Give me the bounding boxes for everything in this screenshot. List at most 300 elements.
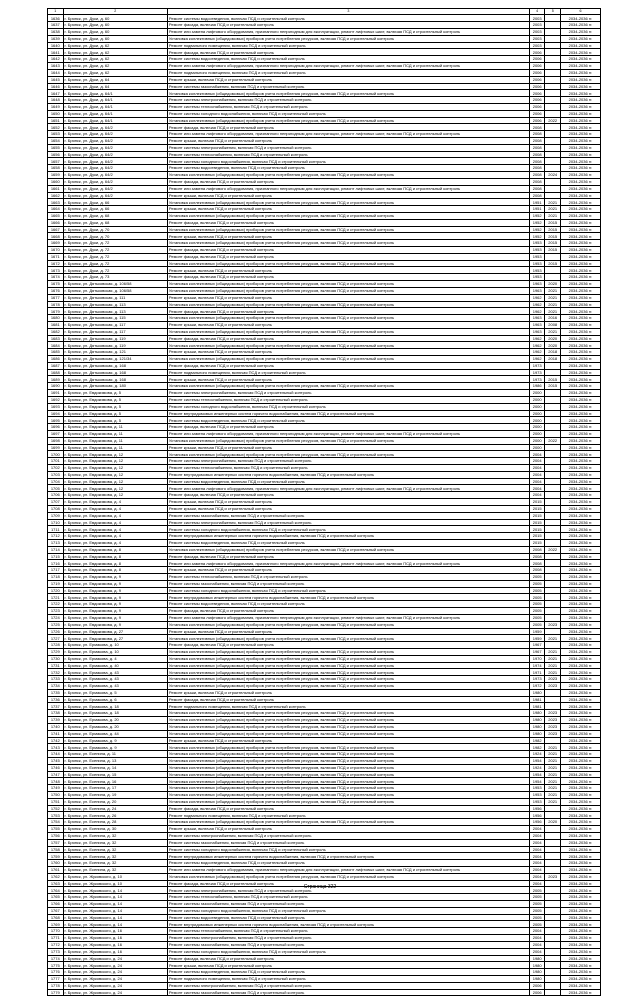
- work-type-cell: Ремонт системы холодного водоснабжения, включая ПСД и строительный контроль: [167, 158, 529, 165]
- planned-period-cell: 2034-2036 гг.: [560, 185, 600, 192]
- planned-period-cell: 2034-2036 гг.: [560, 383, 600, 390]
- work-type-cell: Ремонт крыши, включая ПСД и строительный контроль: [167, 444, 529, 451]
- year-built-cell: 2006: [529, 117, 545, 124]
- planned-period-cell: 2034-2036 гг.: [560, 608, 600, 615]
- last-repair-year-cell: 2022: [545, 546, 561, 553]
- work-type-cell: Ремонт системы водоотведения, включая ПСД и строительный контроль: [167, 165, 529, 172]
- work-type-cell: Ремонт фасада, включая ПСД и строительный контроль: [167, 49, 529, 56]
- work-type-cell: Ремонт или замена лифтового оборудования, признанного непригодным для эксплуатации, ремонт лифтовых шахт, включая ПСД и строительный контроль: [167, 430, 529, 437]
- row-number-cell: 1678: [48, 301, 64, 308]
- work-type-cell: Установка коллективных (общедомовых) приборов учета потребления ресурсов, включая ПСД и строительный контроль: [167, 873, 529, 880]
- table-row: [48, 437, 601, 444]
- year-built-cell: 2003: [529, 42, 545, 49]
- year-built-cell: 2000: [529, 390, 545, 397]
- planned-period-cell: 2034-2036 гг.: [560, 465, 600, 472]
- address-cell: г. Брянск, ул. Дятьковская, д. 168: [63, 362, 167, 369]
- work-type-cell: Ремонт крыши, включая ПСД и строительный контроль: [167, 567, 529, 574]
- table-row: [48, 962, 601, 969]
- row-number-cell: 1661: [48, 185, 64, 192]
- planned-period-cell: 2034-2036 гг.: [560, 76, 600, 83]
- work-type-cell: Установка коллективных (общедомовых) приборов учета потребления ресурсов, включая ПСД и строительный контроль: [167, 751, 529, 758]
- table-row: [48, 117, 601, 124]
- address-cell: г. Брянск, ул. Есенина, д. 30: [63, 826, 167, 833]
- last-repair-year-cell: 2023: [545, 676, 561, 683]
- year-built-cell: 2006: [529, 110, 545, 117]
- year-built-cell: 1924: [529, 764, 545, 771]
- row-number-cell: 1717: [48, 567, 64, 574]
- work-type-cell: Ремонт крыши, включая ПСД и строительный контроль: [167, 499, 529, 506]
- table-row: [48, 287, 601, 294]
- year-built-cell: 2006: [529, 63, 545, 70]
- planned-period-cell: 2034-2036 гг.: [560, 178, 600, 185]
- table-row: [48, 696, 601, 703]
- table-row: [48, 683, 601, 690]
- row-number-cell: 1647: [48, 90, 64, 97]
- table-row: [48, 226, 601, 233]
- year-built-cell: 1953: [529, 785, 545, 792]
- table-row: [48, 560, 601, 567]
- year-built-cell: 1962: [529, 301, 545, 308]
- table-row: [48, 253, 601, 260]
- planned-period-cell: 2034-2036 гг.: [560, 901, 600, 908]
- planned-period-cell: 2034-2036 гг.: [560, 492, 600, 499]
- last-repair-year-cell: [545, 526, 561, 533]
- address-cell: г. Брянск, ул. Евдокимова, д. 4: [63, 499, 167, 506]
- planned-period-cell: 2034-2036 гг.: [560, 219, 600, 226]
- row-number-cell: 1653: [48, 131, 64, 138]
- work-type-cell: Ремонт системы электроснабжения, включая ПСД и строительный контроль: [167, 887, 529, 894]
- last-repair-year-cell: [545, 894, 561, 901]
- year-built-cell: 1952: [529, 233, 545, 240]
- last-repair-year-cell: [545, 274, 561, 281]
- row-number-cell: 1659: [48, 172, 64, 179]
- row-number-cell: 1737: [48, 703, 64, 710]
- planned-period-cell: 2034-2036 гг.: [560, 328, 600, 335]
- table-row: [48, 901, 601, 908]
- table-row: [48, 417, 601, 424]
- table-row: [48, 832, 601, 839]
- last-repair-year-cell: [545, 35, 561, 42]
- work-type-cell: Ремонт системы холодного водоснабжения, включая ПСД и строительный контроль: [167, 846, 529, 853]
- table-row: [48, 383, 601, 390]
- last-repair-year-cell: 2015: [545, 247, 561, 254]
- planned-period-cell: 2034-2036 гг.: [560, 403, 600, 410]
- planned-period-cell: 2034-2036 гг.: [560, 281, 600, 288]
- planned-period-cell: 2034-2036 гг.: [560, 151, 600, 158]
- work-type-cell: Установка коллективных (общедомовых) приборов учета потребления ресурсов, включая ПСД и строительный контроль: [167, 315, 529, 322]
- planned-period-cell: 2034-2036 гг.: [560, 907, 600, 914]
- row-number-cell: 1770: [48, 928, 64, 935]
- last-repair-year-cell: [545, 49, 561, 56]
- planned-period-cell: 2034-2036 гг.: [560, 15, 600, 22]
- planned-period-cell: 2034-2036 гг.: [560, 144, 600, 151]
- year-built-cell: 1980: [529, 723, 545, 730]
- last-repair-year-cell: [545, 608, 561, 615]
- year-built-cell: 2003: [529, 29, 545, 36]
- table-row: [48, 757, 601, 764]
- work-type-cell: Установка коллективных (общедомовых) приборов учета потребления ресурсов, включая ПСД и строительный контроль: [167, 662, 529, 669]
- year-built-cell: 2004: [529, 941, 545, 948]
- planned-period-cell: 2034-2036 гг.: [560, 880, 600, 887]
- row-number-cell: 1656: [48, 151, 64, 158]
- address-cell: г. Брянск, ул. Евдокимова, д. 12: [63, 492, 167, 499]
- year-built-cell: 1962: [529, 342, 545, 349]
- address-cell: г. Брянск, ул. Дуки, д. 62: [63, 63, 167, 70]
- table-row: [48, 301, 601, 308]
- address-cell: г. Брянск, ул. Ермакова, д. 18: [63, 710, 167, 717]
- address-cell: г. Брянск, ул. Дуки, д. 62: [63, 42, 167, 49]
- last-repair-year-cell: [545, 22, 561, 29]
- year-built-cell: 2015: [529, 526, 545, 533]
- last-repair-year-cell: [545, 805, 561, 812]
- last-repair-year-cell: [545, 948, 561, 955]
- planned-period-cell: 2034-2036 гг.: [560, 574, 600, 581]
- table-row: [48, 29, 601, 36]
- table-row: [48, 42, 601, 49]
- work-type-cell: Установка коллективных (общедомовых) приборов учета потребления ресурсов, включая ПСД и строительный контроль: [167, 383, 529, 390]
- year-built-cell: 1953: [529, 240, 545, 247]
- year-built-cell: 1963: [529, 321, 545, 328]
- last-repair-year-cell: 2021: [545, 751, 561, 758]
- table-row: [48, 131, 601, 138]
- work-type-cell: Ремонт системы теплоснабжения, включая ПСД и строительный контроль: [167, 574, 529, 581]
- planned-period-cell: 2034-2036 гг.: [560, 83, 600, 90]
- last-repair-year-cell: [545, 982, 561, 989]
- row-number-cell: 1657: [48, 158, 64, 165]
- last-repair-year-cell: [545, 907, 561, 914]
- planned-period-cell: 2034-2036 гг.: [560, 396, 600, 403]
- year-built-cell: 1974: [529, 662, 545, 669]
- last-repair-year-cell: [545, 839, 561, 846]
- work-type-cell: Ремонт фасада, включая ПСД и строительный контроль: [167, 805, 529, 812]
- table-row: [48, 805, 601, 812]
- address-cell: г. Брянск, ул. Евдокимова, д. 9: [63, 614, 167, 621]
- register-table-body: [48, 9, 601, 996]
- address-cell: г. Брянск, ул. Есенина, д. 24: [63, 805, 167, 812]
- work-type-cell: Ремонт или замена лифтового оборудования, признанного непригодным для эксплуатации, ремонт лифтовых шахт, включая ПСД и строительный контроль: [167, 29, 529, 36]
- address-cell: г. Брянск, ул. Дуки, д. 70: [63, 233, 167, 240]
- column-number-4: 4: [529, 9, 545, 15]
- planned-period-cell: 2034-2036 гг.: [560, 628, 600, 635]
- address-cell: г. Брянск, ул. Жуковского, д. 24: [63, 982, 167, 989]
- planned-period-cell: 2034-2036 гг.: [560, 103, 600, 110]
- row-number-cell: 1679: [48, 308, 64, 315]
- row-number-cell: 1663: [48, 199, 64, 206]
- row-number-cell: 1732: [48, 669, 64, 676]
- row-number-cell: 1696: [48, 424, 64, 431]
- year-built-cell: 1980: [529, 717, 545, 724]
- work-type-cell: Установка коллективных (общедомовых) приборов учета потребления ресурсов, включая ПСД и строительный контроль: [167, 710, 529, 717]
- work-type-cell: Ремонт системы холодного водоснабжения, включая ПСД и строительный контроль: [167, 587, 529, 594]
- work-type-cell: Ремонт системы холодного водоснабжения, включая ПСД и строительный контроль: [167, 907, 529, 914]
- row-number-cell: 1650: [48, 110, 64, 117]
- year-built-cell: 2006: [529, 97, 545, 104]
- last-repair-year-cell: 2021: [545, 662, 561, 669]
- last-repair-year-cell: [545, 499, 561, 506]
- planned-period-cell: 2034-2036 гг.: [560, 478, 600, 485]
- row-number-cell: 1688: [48, 369, 64, 376]
- table-row: [48, 553, 601, 560]
- address-cell: г. Брянск, ул. Дуки, д. 64/2: [63, 124, 167, 131]
- row-number-cell: 1714: [48, 546, 64, 553]
- row-number-cell: 1766: [48, 901, 64, 908]
- row-number-cell: 1704: [48, 478, 64, 485]
- planned-period-cell: 2034-2036 гг.: [560, 308, 600, 315]
- row-number-cell: 1638: [48, 29, 64, 36]
- year-built-cell: 2005: [529, 587, 545, 594]
- address-cell: г. Брянск, ул. Жуковского, д. 14: [63, 921, 167, 928]
- table-row: [48, 512, 601, 519]
- address-cell: г. Брянск, ул. Жуковского, д. 24: [63, 975, 167, 982]
- year-built-cell: 1963: [529, 287, 545, 294]
- table-row: [48, 608, 601, 615]
- work-type-cell: Установка коллективных (общедомовых) приборов учета потребления ресурсов, включая ПСД и строительный контроль: [167, 342, 529, 349]
- work-type-cell: Установка коллективных (общедомовых) приборов учета потребления ресурсов, включая ПСД и строительный контроль: [167, 451, 529, 458]
- year-built-cell: 1953: [529, 792, 545, 799]
- planned-period-cell: 2034-2036 гг.: [560, 124, 600, 131]
- year-built-cell: 1980: [529, 962, 545, 969]
- row-number-cell: 1712: [48, 533, 64, 540]
- work-type-cell: Ремонт системы газоснабжения, включая ПСД и строительный контроль: [167, 901, 529, 908]
- last-repair-year-cell: [545, 465, 561, 472]
- work-type-cell: Ремонт системы водоотведения, включая ПСД и строительный контроль: [167, 860, 529, 867]
- work-type-cell: Ремонт фасада, включая ПСД и строительный контроль: [167, 608, 529, 615]
- address-cell: г. Брянск, ул. Ермакова, д. 20: [63, 717, 167, 724]
- table-row: [48, 914, 601, 921]
- address-cell: г. Брянск, ул. Есенина, д. 17: [63, 785, 167, 792]
- row-number-cell: 1701: [48, 458, 64, 465]
- last-repair-year-cell: [545, 505, 561, 512]
- work-type-cell: Ремонт фасада, включая ПСД и строительный контроль: [167, 362, 529, 369]
- planned-period-cell: 2034-2036 гг.: [560, 335, 600, 342]
- last-repair-year-cell: [545, 519, 561, 526]
- address-cell: г. Брянск, ул. Жуковского, д. 16: [63, 928, 167, 935]
- table-row: [48, 812, 601, 819]
- year-built-cell: 1952: [529, 219, 545, 226]
- planned-period-cell: 2034-2036 гг.: [560, 792, 600, 799]
- row-number-cell: 1747: [48, 771, 64, 778]
- table-row: [48, 342, 601, 349]
- address-cell: г. Брянск, ул. Жуковского, д. 16: [63, 935, 167, 942]
- year-built-cell: 2008: [529, 144, 545, 151]
- last-repair-year-cell: [545, 580, 561, 587]
- planned-period-cell: 2034-2036 гг.: [560, 723, 600, 730]
- address-cell: г. Брянск, ул. Дуки, д. 64/1: [63, 117, 167, 124]
- table-row: [48, 376, 601, 383]
- year-built-cell: 1980: [529, 955, 545, 962]
- table-row: [48, 989, 601, 996]
- last-repair-year-cell: [545, 253, 561, 260]
- work-type-cell: Установка коллективных (общедомовых) приборов учета потребления ресурсов, включая ПСД и строительный контроль: [167, 546, 529, 553]
- work-type-cell: Ремонт подвального помещения, включая ПСД и строительный контроль: [167, 975, 529, 982]
- year-built-cell: 2004: [529, 853, 545, 860]
- last-repair-year-cell: 2021: [545, 212, 561, 219]
- address-cell: г. Брянск, ул. Есенина, д. 32: [63, 866, 167, 873]
- work-type-cell: Ремонт системы газоснабжения, включая ПСД и строительный контроль: [167, 83, 529, 90]
- last-repair-year-cell: [545, 594, 561, 601]
- address-cell: г. Брянск, ул. Евдокимова, д. 5: [63, 403, 167, 410]
- year-built-cell: 1953: [529, 253, 545, 260]
- row-number-cell: 1721: [48, 594, 64, 601]
- planned-period-cell: 2034-2036 гг.: [560, 315, 600, 322]
- work-type-cell: Ремонт внутридомовых инженерных систем горячего водоснабжения, включая ПСД и строительный контроль: [167, 410, 529, 417]
- address-cell: г. Брянск, ул. Ермакова, д. 9: [63, 744, 167, 751]
- planned-period-cell: 2034-2036 гг.: [560, 539, 600, 546]
- table-row: [48, 526, 601, 533]
- planned-period-cell: 2034-2036 гг.: [560, 533, 600, 540]
- address-cell: г. Брянск, ул. Дуки, д. 64/2: [63, 192, 167, 199]
- row-number-cell: 1757: [48, 839, 64, 846]
- address-cell: г. Брянск, ул. Дуки, д. 60: [63, 35, 167, 42]
- last-repair-year-cell: [545, 396, 561, 403]
- row-number-cell: 1691: [48, 390, 64, 397]
- year-built-cell: 2004: [529, 948, 545, 955]
- table-row: [48, 955, 601, 962]
- last-repair-year-cell: 2020: [545, 335, 561, 342]
- last-repair-year-cell: [545, 165, 561, 172]
- table-row: [48, 635, 601, 642]
- row-number-cell: 1778: [48, 982, 64, 989]
- address-cell: г. Брянск, ул. Дуки, д. 62: [63, 56, 167, 63]
- planned-period-cell: 2034-2036 гг.: [560, 301, 600, 308]
- work-type-cell: Установка коллективных (общедомовых) приборов учета потребления ресурсов, включая ПСД и строительный контроль: [167, 117, 529, 124]
- year-built-cell: 2005: [529, 921, 545, 928]
- table-row: [48, 403, 601, 410]
- year-built-cell: 1982: [529, 737, 545, 744]
- row-number-cell: 1682: [48, 328, 64, 335]
- planned-period-cell: 2034-2036 гг.: [560, 260, 600, 267]
- row-number-cell: 1642: [48, 56, 64, 63]
- address-cell: г. Брянск, ул. Есенина, д. 13: [63, 757, 167, 764]
- last-repair-year-cell: [545, 178, 561, 185]
- planned-period-cell: 2034-2036 гг.: [560, 485, 600, 492]
- work-type-cell: Ремонт фасада, включая ПСД и строительный контроль: [167, 124, 529, 131]
- year-built-cell: 1959: [529, 635, 545, 642]
- planned-period-cell: 2034-2036 гг.: [560, 451, 600, 458]
- work-type-cell: Ремонт или замена лифтового оборудования, признанного непригодным для эксплуатации, ремонт лифтовых шахт, включая ПСД и строительный контроль: [167, 614, 529, 621]
- planned-period-cell: 2034-2036 гг.: [560, 192, 600, 199]
- planned-period-cell: 2034-2036 гг.: [560, 614, 600, 621]
- table-row: [48, 76, 601, 83]
- table-row: [48, 846, 601, 853]
- table-row: [48, 15, 601, 22]
- address-cell: г. Брянск, ул. Евдокимова, д. 12: [63, 471, 167, 478]
- address-cell: г. Брянск, ул. Евдокимова, д. 12: [63, 451, 167, 458]
- planned-period-cell: 2034-2036 гг.: [560, 567, 600, 574]
- year-built-cell: 1953: [529, 260, 545, 267]
- work-type-cell: Ремонт системы водоотведения, включая ПСД и строительный контроль: [167, 914, 529, 921]
- planned-period-cell: 2034-2036 гг.: [560, 764, 600, 771]
- year-built-cell: 2000: [529, 410, 545, 417]
- planned-period-cell: 2034-2036 гг.: [560, 771, 600, 778]
- work-type-cell: Ремонт крыши, включая ПСД и строительный контроль: [167, 628, 529, 635]
- planned-period-cell: 2034-2036 гг.: [560, 356, 600, 363]
- row-number-cell: 1754: [48, 819, 64, 826]
- last-repair-year-cell: [545, 560, 561, 567]
- last-repair-year-cell: 2024: [545, 172, 561, 179]
- address-cell: г. Брянск, ул. Ермакова, д. 43: [63, 669, 167, 676]
- planned-period-cell: 2034-2036 гг.: [560, 349, 600, 356]
- last-repair-year-cell: 2023: [545, 723, 561, 730]
- address-cell: г. Брянск, ул. Есенина, д. 20: [63, 798, 167, 805]
- row-number-cell: 1755: [48, 826, 64, 833]
- table-row: [48, 969, 601, 976]
- year-built-cell: 2004: [529, 465, 545, 472]
- row-number-cell: 1639: [48, 35, 64, 42]
- address-cell: г. Брянск, ул. Есенина, д. 32: [63, 832, 167, 839]
- work-type-cell: Установка коллективных (общедомовых) приборов учета потребления ресурсов, включая ПСД и строительный контроль: [167, 356, 529, 363]
- planned-period-cell: 2034-2036 гг.: [560, 212, 600, 219]
- address-cell: г. Брянск, ул. Дятьковская, д. 113: [63, 301, 167, 308]
- address-cell: г. Брянск, ул. Есенина, д. 14: [63, 764, 167, 771]
- year-built-cell: 2015: [529, 499, 545, 506]
- planned-period-cell: 2034-2036 гг.: [560, 560, 600, 567]
- work-type-cell: Установка коллективных (общедомовых) приборов учета потребления ресурсов, включая ПСД и строительный контроль: [167, 240, 529, 247]
- work-type-cell: Ремонт фасада, включая ПСД и строительный контроль: [167, 247, 529, 254]
- work-type-cell: Ремонт фасада, включая ПСД и строительный контроль: [167, 642, 529, 649]
- table-row: [48, 308, 601, 315]
- last-repair-year-cell: [545, 451, 561, 458]
- work-type-cell: Ремонт подвального помещения, включая ПСД и строительный контроль: [167, 69, 529, 76]
- row-number-cell: 1700: [48, 451, 64, 458]
- row-number-cell: 1649: [48, 103, 64, 110]
- row-number-cell: 1774: [48, 955, 64, 962]
- year-built-cell: 2008: [529, 553, 545, 560]
- table-row: [48, 321, 601, 328]
- address-cell: г. Брянск, ул. Есенина, д. 32: [63, 846, 167, 853]
- table-row: [48, 144, 601, 151]
- last-repair-year-cell: [545, 69, 561, 76]
- last-repair-year-cell: 2021: [545, 798, 561, 805]
- table-row: [48, 192, 601, 199]
- table-row: [48, 505, 601, 512]
- table-row: [48, 798, 601, 805]
- column-number-2: 2: [63, 9, 167, 15]
- table-row: [48, 138, 601, 145]
- row-number-cell: 1646: [48, 83, 64, 90]
- table-row: [48, 294, 601, 301]
- row-number-cell: 1720: [48, 587, 64, 594]
- table-row: [48, 574, 601, 581]
- work-type-cell: Ремонт крыши, включая ПСД и строительный контроль: [167, 192, 529, 199]
- table-row: [48, 260, 601, 267]
- year-built-cell: 2004: [529, 928, 545, 935]
- address-cell: г. Брянск, ул. Дятьковская, д. 168: [63, 376, 167, 383]
- work-type-cell: Ремонт системы теплоснабжения, включая ПСД и строительный контроль: [167, 103, 529, 110]
- address-cell: г. Брянск, ул. Дуки, д. 72: [63, 247, 167, 254]
- planned-period-cell: 2034-2036 гг.: [560, 226, 600, 233]
- last-repair-year-cell: [545, 539, 561, 546]
- row-number-cell: 1719: [48, 580, 64, 587]
- address-cell: г. Брянск, ул. Евдокимова, д. 12: [63, 478, 167, 485]
- table-row: [48, 730, 601, 737]
- planned-period-cell: 2034-2036 гг.: [560, 785, 600, 792]
- year-built-cell: 1981: [529, 703, 545, 710]
- last-repair-year-cell: [545, 390, 561, 397]
- row-number-cell: 1708: [48, 505, 64, 512]
- work-type-cell: Установка коллективных (общедомовых) приборов учета потребления ресурсов, включая ПСД и строительный контроль: [167, 778, 529, 785]
- row-number-cell: 1672: [48, 260, 64, 267]
- table-row: [48, 580, 601, 587]
- row-number-cell: 1775: [48, 962, 64, 969]
- work-type-cell: Установка коллективных (общедомовых) приборов учета потребления ресурсов, включая ПСД и строительный контроль: [167, 226, 529, 233]
- work-type-cell: Ремонт системы холодного водоснабжения, включая ПСД и строительный контроль: [167, 110, 529, 117]
- work-type-cell: Ремонт крыши, включая ПСД и строительный контроль: [167, 267, 529, 274]
- table-row: [48, 124, 601, 131]
- row-number-cell: 1652: [48, 124, 64, 131]
- address-cell: г. Брянск, ул. Жуковского, д. 24: [63, 989, 167, 996]
- row-number-cell: 1776: [48, 969, 64, 976]
